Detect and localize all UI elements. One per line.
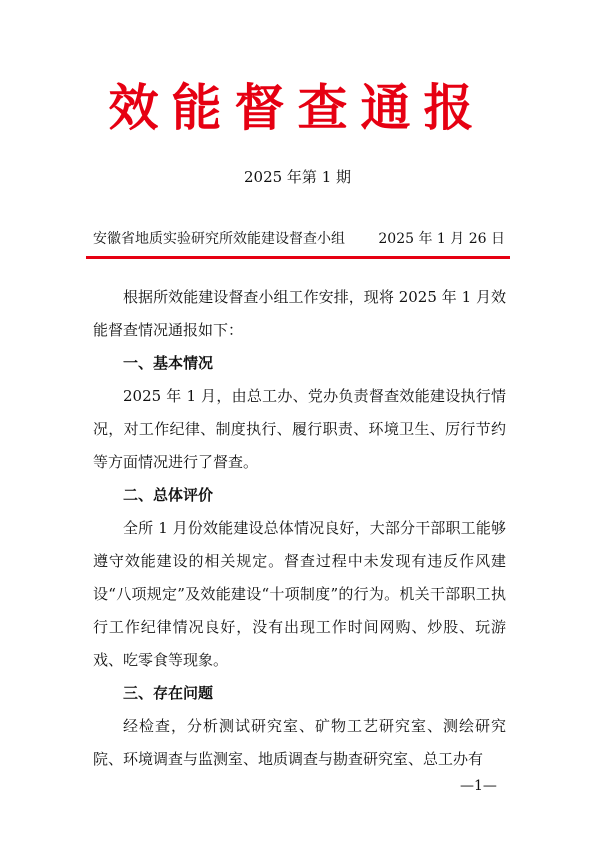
intro-paragraph: 根据所效能建设督查小组工作安排，现将 2025 年 1 月效能督查情况通报如下： <box>93 288 506 339</box>
existing-problems-paragraph: 经检查，分析测试研究室、矿物工艺研究室、测绘研究院、环境调查与监测室、地质调查与勘查研究室、总工办有 <box>93 717 506 768</box>
overall-evaluation-paragraph: 全所 1 月份效能建设总体情况良好，大部分干部职工能够遵守效能建设的相关规定。督查过程中未发现有违反作风建设“八项规定”及效能建设“十项制度”的行为。机关干部职工执行工作纪律情况良好，没有出现工作时间网购、炒股、玩游戏、吃零食等现象。 <box>93 519 506 669</box>
issue-number: 2025 年第 1 期 <box>243 168 352 186</box>
document-masthead: 效能督查通报 <box>108 78 487 137</box>
issuing-organization: 安徽省地质实验研究所效能建设督查小组 <box>93 231 345 247</box>
issue-date: 2025 年 1 月 26 日 <box>378 231 505 247</box>
section-heading-basic-situation: 一、基本情况 <box>123 354 214 372</box>
section-heading-existing-problems: 三、存在问题 <box>123 684 214 702</box>
document-body <box>93 281 506 776</box>
basic-situation-paragraph: 2025 年 1 月，由总工办、党办负责督查效能建设执行情况，对工作纪律、制度执行、履行职责、环境卫生、厉行节约等方面情况进行了督查。 <box>93 387 506 471</box>
page-number: —1— <box>460 778 497 794</box>
red-divider-rule <box>86 256 510 259</box>
section-heading-overall-evaluation: 二、总体评价 <box>123 486 214 504</box>
issuer-line <box>93 229 505 249</box>
